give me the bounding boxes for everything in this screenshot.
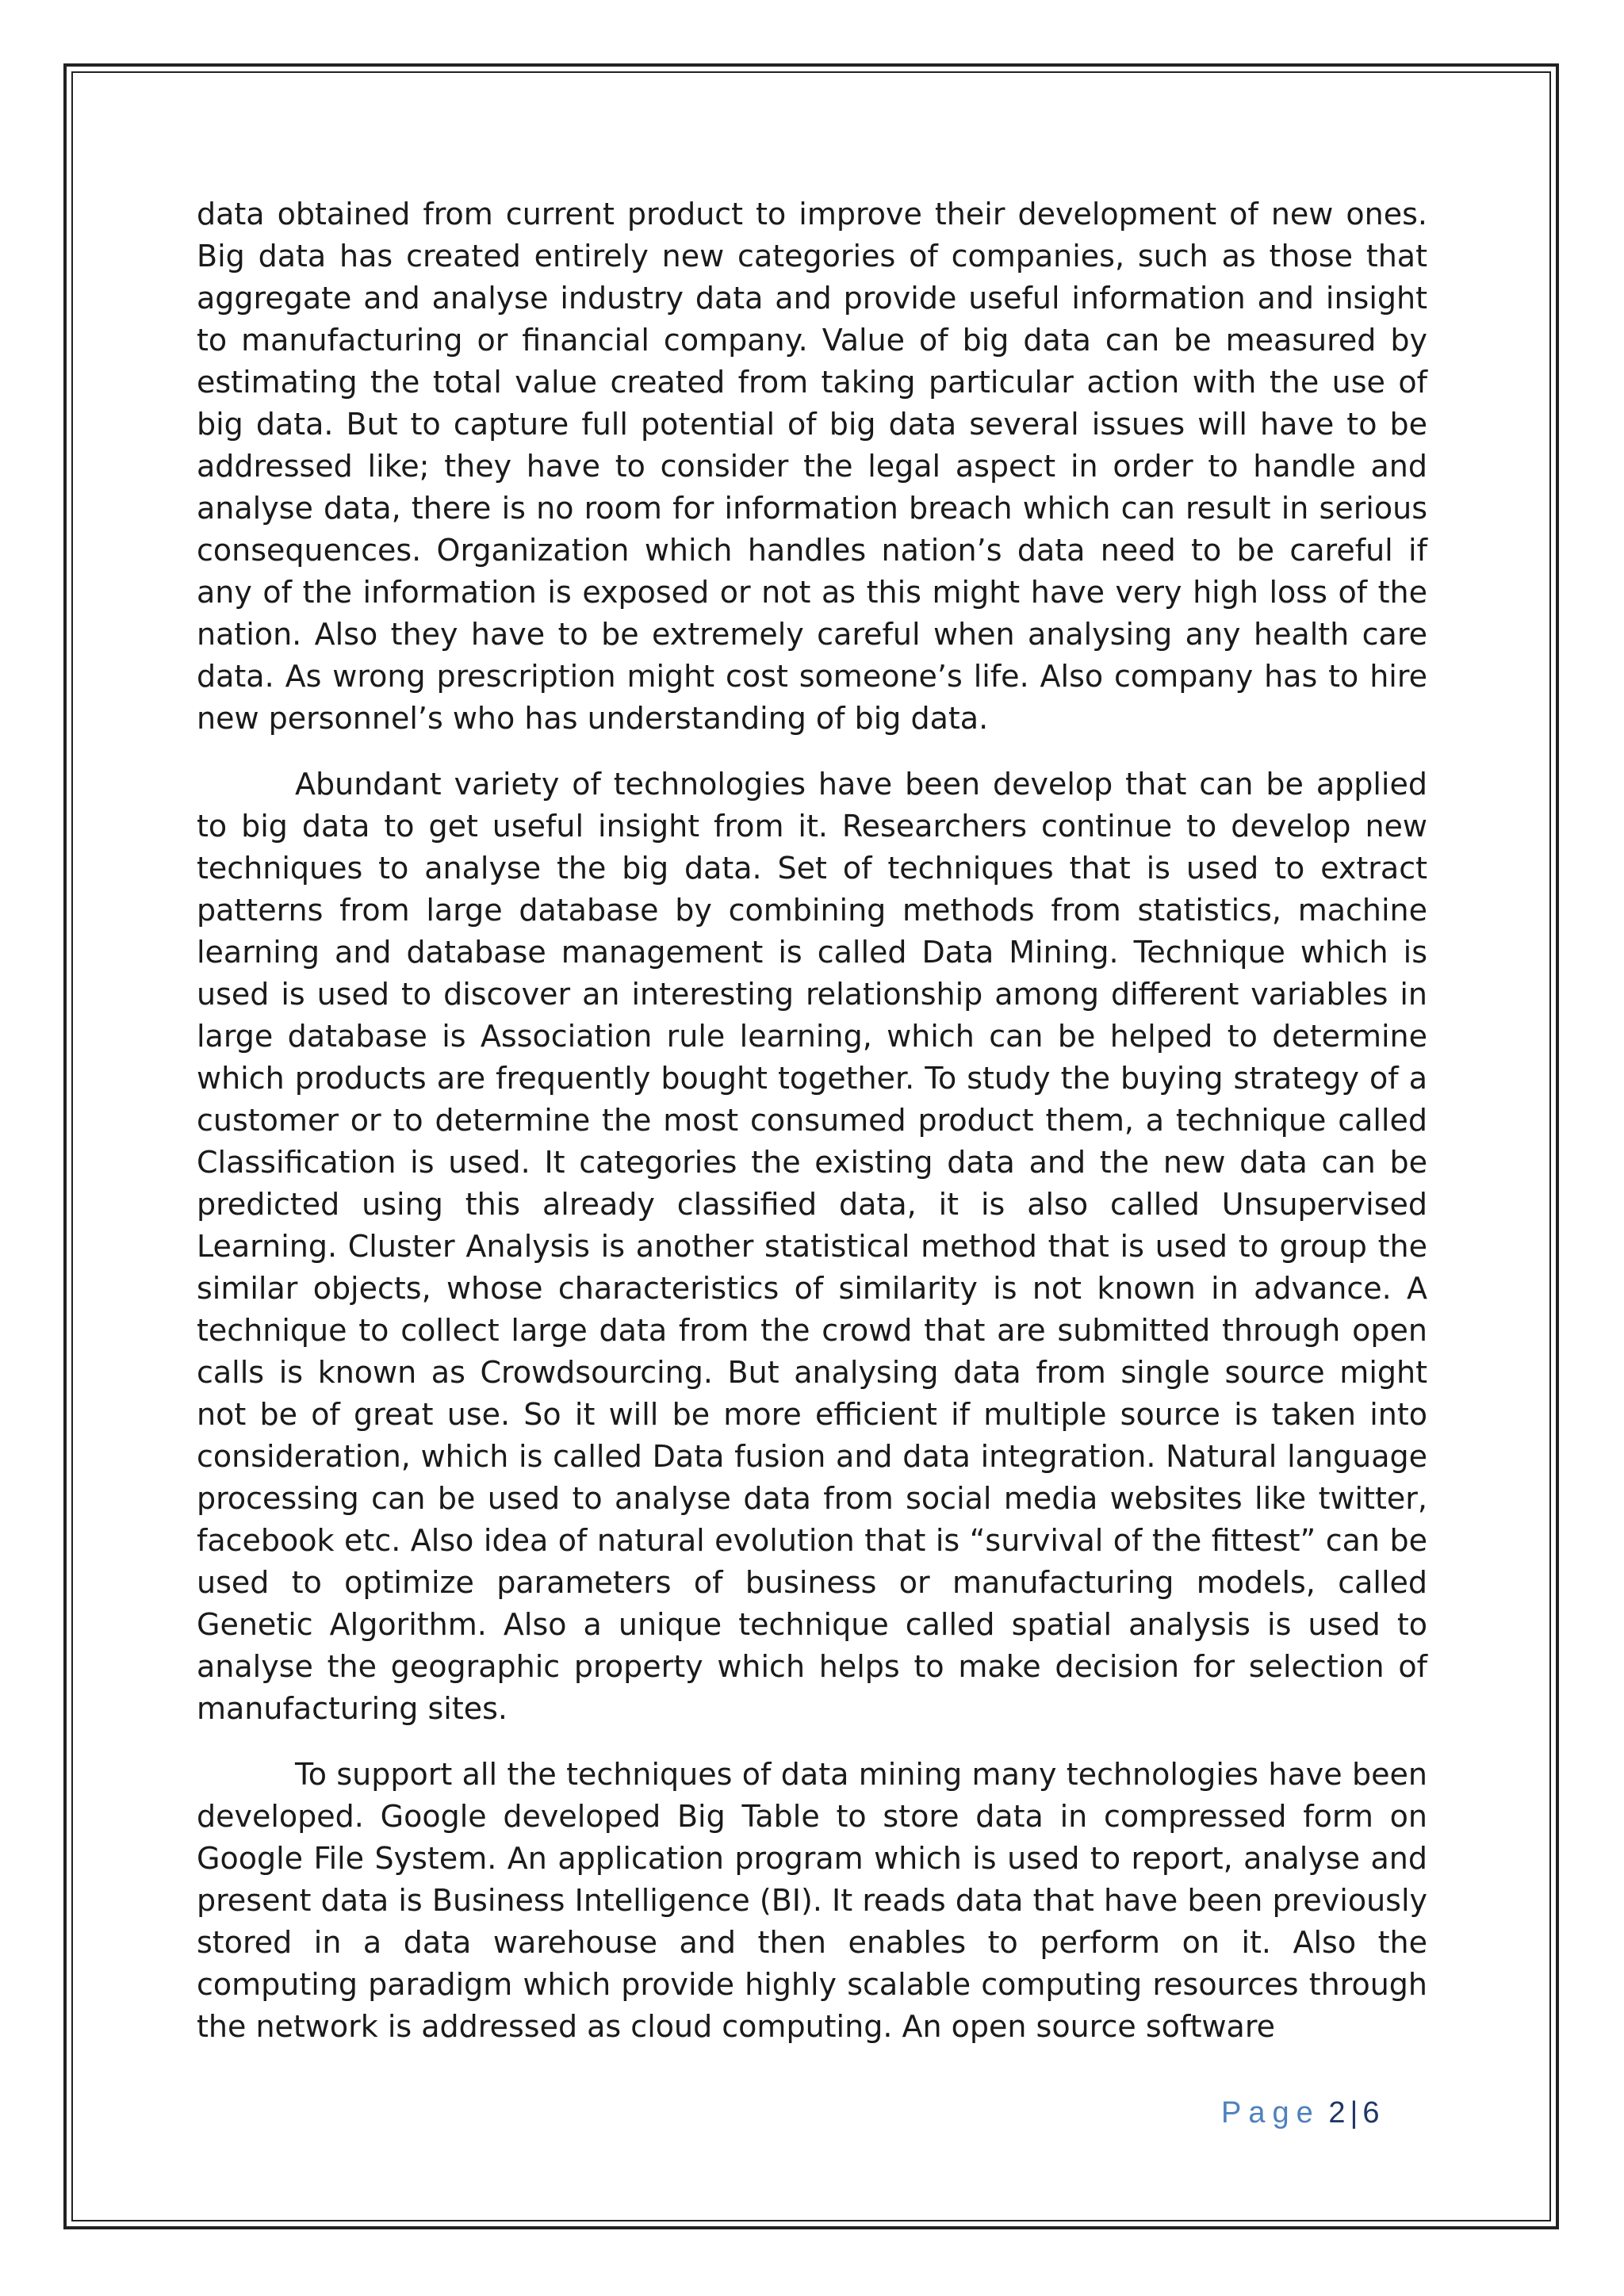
document-body [197, 193, 1427, 2072]
page-separator: | [1350, 2096, 1358, 2130]
total-pages: 6 [1362, 2096, 1380, 2130]
page-number: 2 [1328, 2096, 1346, 2130]
page-label: Page [1221, 2096, 1320, 2130]
paragraph-2: Abundant variety of technologies have been develop that can be applied to big data to get useful insight from it. Researchers continue to develop new techniques to analyse the big data. Set of techniques that is used to extract patterns from large database by combining methods from statistics, machine learning and database management is called Data Mining. Technique which is used is used to discover an interesting relationship among different variables in large database is Association rule learning, which can be helped to determine which products are frequently bought together. To study the buying strategy of a customer or to determine the most consumed product them, a technique called Classification is used. It categories the existing data and the new data can be predicted using this already classified data, it is also called Unsupervised Learning. Cluster Analysis is another statistical method that is used to group the similar objects, whose characteristics of similarity is not known in advance. A technique to collect large data from the crowd that are submitted through open calls is known as Crowdsourcing. But analysing data from single source might not be of great use. So it will be more efficient if multiple source is taken into consideration, which is called Data fusion and data integration. Natural language processing can be used to analyse data from social media websites like twitter, facebook etc. Also idea of natural evolution that is “survival of the fittest” can be used to optimize parameters of business or manufacturing models, called Genetic Algorithm. Also a unique technique called spatial analysis is used to analyse the geographic property which helps to make decision for selection of manufacturing sites. [197, 767, 1427, 1726]
paragraph-3: To support all the techniques of data mining many technologies have been developed. Google developed Big Table to store data in compressed form on Google File System. An application program which is used to report, analyse and present data is Business Intelligence (BI). It reads data that have been previously stored in a data warehouse and then enables to perform on it. Also the computing paradigm which provide highly scalable computing resources through the network is addressed as cloud computing. An open source software [197, 1757, 1427, 2044]
page-footer [1221, 2093, 1459, 2133]
paragraph-1: data obtained from current product to improve their development of new ones. Big data has created entirely new categories of companies, such as those that aggregate and analyse industry data and provide useful information and insight to manufacturing or financial company. Value of big data can be measured by estimating the total value created from taking particular action with the use of big data. But to capture full potential of big data several issues will have to be addressed like; they have to consider the legal aspect in order to handle and analyse data, there is no room for information breach which can result in serious consequences. Organization which handles nation’s data need to be careful if any of the information is exposed or not as this might have very high loss of the nation. Also they have to be extremely careful when analysing any health care data. As wrong prescription might cost someone’s life. Also company has to hire new personnel’s who has understanding of big data. [197, 197, 1427, 736]
